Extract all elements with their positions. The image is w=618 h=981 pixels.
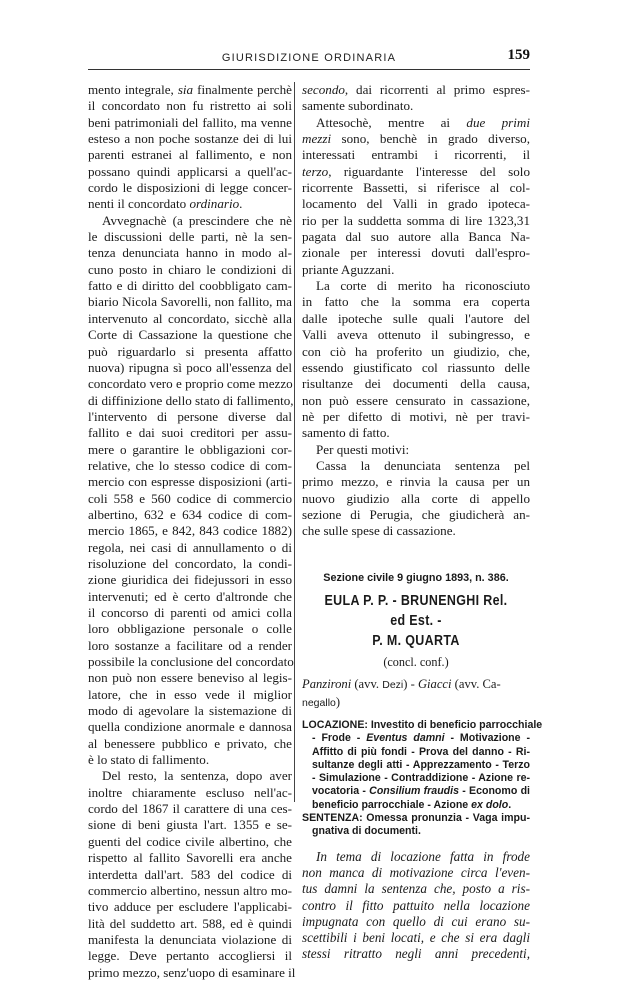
- keyword-text: Investito di beneficio parrocchiale: [367, 719, 543, 731]
- text-segment: relative, che lo stesso codice di com-: [88, 457, 292, 473]
- text-segment: nuovo giudizio alla corte di appello: [302, 490, 530, 506]
- text-line: [302, 82, 530, 98]
- text-line: [302, 409, 530, 425]
- text-segment: Del resto, la sentenza, dopo aver: [102, 768, 292, 784]
- text-segment: cordo le disposizioni di legge concer-: [88, 180, 292, 196]
- keyword-text: vocatoria -: [312, 785, 370, 798]
- text-segment: Valli aveva ottenuto il subingresso, e: [302, 327, 530, 343]
- text-line: [302, 491, 530, 507]
- text-segment: locamento del Valli in grado ipoteca-: [302, 196, 530, 212]
- text-line: [302, 474, 530, 490]
- case-heading: Sezione civile 9 giugno 1893, n. 386.: [323, 571, 509, 584]
- keyword-text: sultanze degli atti - Apprezzamento - Terzo: [312, 758, 530, 771]
- text-line: [88, 393, 292, 409]
- text-segment: coli 558 e 560 codice di commercio: [88, 490, 292, 506]
- party-text: (avv.: [351, 677, 383, 692]
- text-segment: dalle ipoteche sulle quali l'autore del: [302, 310, 530, 326]
- parties-line-1: [302, 676, 530, 693]
- text-segment: , dai ricorrenti al primo espres-: [344, 82, 530, 97]
- text-line: [88, 801, 292, 817]
- text-segment: samento di fatto.: [302, 425, 390, 441]
- text-line: [88, 540, 292, 556]
- text-line: [88, 327, 292, 343]
- text-line: [88, 278, 292, 294]
- text-segment: sono, benchè in grado diverso,: [331, 131, 530, 147]
- text-line: [88, 768, 292, 784]
- text-segment: samente subordinato.: [302, 98, 414, 114]
- judges-line-2: P. M. QUARTA: [372, 632, 460, 649]
- text-segment: esteso a non poche sostanze dei di lui: [88, 131, 292, 147]
- italic-keyword: Consilium fraudis: [369, 785, 459, 798]
- text-line: [88, 164, 292, 180]
- text-line: [302, 131, 530, 147]
- text-line: [88, 605, 292, 621]
- column-divider: [294, 82, 295, 802]
- text-line: [88, 294, 292, 310]
- text-segment: il concordato non fu ristretto ai soli: [88, 98, 292, 114]
- text-segment: l'intervento di persone diverse dal: [88, 408, 292, 424]
- keyword-text: - Simulazione - Contraddizione - Azione re-: [312, 772, 530, 785]
- keyword-line: [302, 785, 530, 798]
- text-line: [88, 899, 292, 915]
- keyword-label: LOCAZIONE:: [302, 719, 368, 731]
- keyword-line: [302, 799, 530, 812]
- text-line: [88, 850, 292, 866]
- text-segment: Per questi motivi:: [316, 441, 410, 457]
- text-segment: tenza denunciata hanno in modo al-: [88, 245, 292, 261]
- text-line: [88, 572, 292, 588]
- text-line: [302, 245, 530, 261]
- text-line: [88, 131, 292, 147]
- text-line: [88, 785, 292, 801]
- text-segment: primo mezzo, senz'uopo di esaminare il: [88, 964, 296, 980]
- text-line: [302, 425, 530, 441]
- text-segment: con ciò ha proferito un giudizio, che,: [302, 343, 530, 359]
- right-column: [302, 82, 543, 963]
- text-segment: possibile la conclusione del concordato: [88, 654, 294, 670]
- text-segment: finalmente perchè: [193, 82, 292, 97]
- keyword-line: [302, 825, 530, 838]
- text-line: [302, 229, 530, 245]
- lawyer-name: Dezi: [382, 679, 404, 692]
- text-segment: modo di agevolare la sistemazione di: [88, 703, 292, 719]
- keyword-label: SENTENZA:: [302, 812, 363, 825]
- text-line: [88, 654, 292, 670]
- text-segment: cuno posto in chiaro le condizioni di: [88, 261, 292, 277]
- text-line: [302, 327, 530, 343]
- keyword-line: [302, 772, 530, 785]
- text-segment: al benessere pubblico e privato, che: [88, 735, 292, 751]
- keyword-line: [302, 812, 530, 825]
- text-segment: primo mezzo, e rinvia la causa per un: [302, 474, 530, 490]
- text-line: [302, 98, 530, 114]
- judges-line-1: EULA P. P. - BRUNENGHI Rel. ed Est. -: [324, 592, 508, 629]
- text-line: [88, 719, 292, 735]
- party-text: ): [335, 694, 341, 709]
- party-text: ) -: [403, 677, 418, 692]
- text-line: [302, 442, 530, 458]
- italic-text: due primi: [466, 114, 530, 130]
- text-segment: mere o garantire le obbligazioni cor-: [88, 441, 292, 457]
- text-segment: intervenuto al concordato, sicchè alla: [88, 310, 292, 326]
- text-line: [302, 458, 530, 474]
- keyword-text: beneficio parrocchiale - Azione: [312, 798, 472, 811]
- text-segment: biario Nicola Savorelli, non fallito, ma: [88, 294, 292, 310]
- text-line: [88, 115, 292, 131]
- text-line: [302, 344, 530, 360]
- text-segment: mento integrale,: [88, 82, 178, 97]
- text-segment: sezione di Perugia, che giudicherà an-: [302, 506, 530, 522]
- summary-line: In tema di locazione fatta in frode: [316, 848, 530, 864]
- text-segment: parenti estranei al fallimento, e non: [88, 147, 292, 163]
- summary-line: contro il fitto pattuito nella locazione: [302, 897, 530, 913]
- keyword-text: Omessa pronunzia - Vaga impu-: [362, 812, 530, 825]
- text-segment: mercio con espresse disposizioni (arti-: [88, 474, 292, 490]
- text-segment: le discussioni delle parti, nè la sen-: [88, 229, 292, 245]
- text-line: [88, 213, 292, 229]
- text-segment: guenti del codice civile albertino, che: [88, 833, 292, 849]
- text-line: [88, 425, 292, 441]
- text-line: [88, 817, 292, 833]
- text-line: [88, 409, 292, 425]
- text-segment: commercio albertino, nessun altro mo-: [88, 882, 292, 898]
- text-segment: Corte di Cassazione la questione che: [88, 327, 292, 343]
- summary-line: stessi ritratto negli anni precedenti,: [302, 946, 530, 962]
- text-line: [88, 245, 292, 261]
- parties-line-2: [302, 694, 530, 711]
- text-line: [88, 556, 292, 572]
- text-segment: nè per difetto di motivi, nè per travi-: [302, 408, 530, 424]
- running-head: GIURISDIZIONE ORDINARIA: [221, 52, 397, 64]
- summary-block: [302, 849, 530, 963]
- text-line: [88, 621, 292, 637]
- keyword-text: - Motivazione -: [444, 732, 530, 745]
- keyword-text: - Economo di: [458, 785, 530, 798]
- text-line: [88, 474, 292, 490]
- italic-text: terzo: [302, 163, 329, 179]
- header-rule: [88, 69, 530, 70]
- text-line: [88, 344, 292, 360]
- text-line: [88, 229, 292, 245]
- text-line: [88, 442, 292, 458]
- text-segment: interdetta dall'art. 583 del codice di: [88, 866, 292, 882]
- text-line: [88, 196, 292, 212]
- party-text: (avv. Ca-: [451, 677, 501, 692]
- text-line: [88, 638, 292, 654]
- text-line: [302, 376, 530, 392]
- text-segment: Cassa la denunciata sentenza pel: [316, 457, 530, 473]
- text-line: [302, 507, 530, 523]
- text-line: [88, 376, 292, 392]
- text-line: [88, 867, 292, 883]
- text-segment: zionale per interessi dovuti dall'espro-: [302, 245, 530, 261]
- right-column-text: [302, 82, 530, 540]
- text-line: [88, 360, 292, 376]
- text-segment: possano quindi applicarsi a quell'ac-: [88, 163, 292, 179]
- party-name: Giacci: [417, 677, 452, 692]
- text-segment: pagata dal suo autore alla Banca Na-: [302, 229, 530, 245]
- lawyer-name: negallo: [302, 696, 336, 709]
- keyword-line: [302, 746, 530, 759]
- summary-line: impugnata con quello di cui erano su-: [302, 913, 530, 929]
- text-line: [88, 458, 292, 474]
- text-segment: quella condizione anormale e dannosa: [88, 719, 292, 735]
- text-line: [88, 523, 292, 539]
- conclusion-note: (concl. conf.): [383, 654, 449, 669]
- keyword-text: gnativa di documenti.: [312, 825, 421, 838]
- text-line: [302, 393, 530, 409]
- text-segment: ricorrente Bassetti, si riferisce al col-: [302, 180, 530, 196]
- text-segment: Attesochè, mentre ai: [316, 114, 467, 130]
- italic-text: secondo: [302, 82, 345, 97]
- text-line: [302, 262, 530, 278]
- italic-keyword: Eventus damni: [366, 732, 445, 745]
- party-name: Panzironi: [302, 677, 352, 692]
- text-segment: .: [239, 196, 243, 212]
- text-segment: non può essere censurato in cassazione,: [302, 392, 530, 408]
- text-line: [302, 278, 530, 294]
- text-line: [302, 360, 530, 376]
- text-segment: nenti il concordato: [88, 196, 190, 212]
- text-segment: tivo adduce per escludere l'applicabi-: [88, 899, 292, 915]
- text-line: [302, 523, 530, 539]
- text-segment: concordato vero e proprio come mezzo: [88, 376, 293, 392]
- text-segment: che sulle spese di cassazione.: [302, 523, 456, 539]
- text-segment: sione di beni giusta l'art. 1355 e se-: [88, 817, 292, 833]
- text-segment: cordo del 1867 il carattere di una ces-: [88, 801, 292, 817]
- text-line: [88, 736, 292, 752]
- text-line: [302, 294, 530, 310]
- text-segment: rispetto al fallito Savorelli era anche: [88, 850, 292, 866]
- page-header: [88, 48, 530, 70]
- text-line: [302, 213, 530, 229]
- text-segment: fatto e di diritto del coobbligato cam-: [88, 278, 292, 294]
- text-line: [88, 687, 292, 703]
- italic-text: sia: [177, 82, 194, 97]
- text-line: [302, 311, 530, 327]
- text-line: [88, 311, 292, 327]
- text-segment: interessati entrambi i ricorrenti, il: [302, 147, 530, 163]
- keyword-line: [302, 732, 530, 745]
- text-line: [88, 703, 292, 719]
- text-segment: regola, nei casi di annullamento o di: [88, 539, 292, 555]
- text-line: [302, 180, 530, 196]
- text-line: [88, 883, 292, 899]
- keyword-line: [302, 719, 543, 732]
- text-segment: può riguardarlo si presenta affatto: [88, 343, 292, 359]
- text-segment: di diffinizione dello stato di fallimento,: [88, 392, 294, 408]
- case-block: [302, 570, 530, 711]
- italic-keyword: ex dolo: [471, 798, 509, 811]
- text-line: [88, 752, 292, 768]
- keyword-text: - Frode -: [312, 732, 367, 745]
- text-segment: loro sostanze a facilitare od a render: [88, 637, 292, 653]
- text-segment: manifesta la denunciata violazione di: [88, 931, 292, 947]
- page-number: 159: [507, 47, 530, 63]
- text-segment: legge. Deve pertanto accogliersi il: [88, 948, 292, 964]
- text-segment: il concorso di parenti od amici colla: [88, 605, 292, 620]
- text-line: [88, 507, 292, 523]
- text-segment: , riguardante l'interesse del solo: [328, 163, 530, 179]
- text-line: [88, 491, 292, 507]
- text-line: [88, 98, 292, 114]
- text-line: [88, 964, 296, 981]
- text-segment: lità del suddetto art. 588, ed è quindi: [88, 915, 292, 931]
- text-segment: è lo stato di fallimento.: [88, 752, 210, 768]
- summary-line: scettibili i beni locati, e che si era dagli: [302, 930, 530, 946]
- text-segment: intervenuti; ed è certo d'altronde che: [88, 588, 292, 604]
- text-line: [302, 115, 530, 131]
- text-line: [302, 164, 530, 180]
- text-segment: latore, che in esso vede il miglior: [88, 686, 292, 702]
- text-line: [88, 948, 292, 964]
- keyword-line: [302, 759, 530, 772]
- text-line: [302, 147, 530, 163]
- text-segment: loro obbligazione personale o colle: [88, 621, 292, 637]
- text-segment: La corte di merito ha riconosciuto: [316, 278, 530, 294]
- text-line: [88, 262, 292, 278]
- text-segment: fallito e dai suoi creditori per assu-: [88, 425, 292, 441]
- summary-line: non manca di motivazione circa l'even-: [302, 864, 530, 880]
- text-segment: nuova) ripugna sì poco all'essenza del: [88, 359, 292, 375]
- text-segment: albertino, 632 e 634 codice di com-: [88, 506, 292, 522]
- text-segment: in fatto che la somma era coperta: [302, 294, 530, 310]
- keyword-text: .: [508, 798, 512, 811]
- text-line: [88, 932, 292, 948]
- left-column: [88, 82, 296, 981]
- text-segment: rio per la suddetta somma di lire 1323,31: [302, 212, 530, 228]
- text-segment: zione giuridica dei fidejussori in esso: [88, 572, 292, 588]
- italic-text: mezzi: [302, 131, 332, 147]
- text-segment: essendo giustificato col riassunto delle: [302, 359, 530, 375]
- text-segment: mercio 1865, e 842, 843 codice 1882): [88, 523, 292, 539]
- text-line: [88, 834, 292, 850]
- text-segment: beni patrimoniali del fallito, ma venne: [88, 114, 292, 130]
- summary-line: tus damni la sentenza che, posto a ris-: [302, 881, 530, 897]
- text-segment: priante Aguzzani.: [302, 261, 395, 277]
- text-line: [88, 916, 292, 932]
- text-segment: non può non essere beneviso al legis-: [88, 670, 292, 686]
- text-line: [302, 196, 530, 212]
- keyword-text: Affitto di più fondi - Prova del danno - Ri-: [312, 745, 530, 758]
- text-line: [88, 82, 292, 98]
- text-line: [88, 180, 292, 196]
- text-line: [88, 670, 292, 686]
- keywords-block: [302, 719, 543, 839]
- text-line: [88, 589, 292, 605]
- italic-text: ordinario: [189, 196, 240, 212]
- text-segment: Avvegnachè (a prescindere che nè: [102, 212, 292, 228]
- text-segment: risoluzione del concordato, la condi-: [88, 555, 292, 571]
- text-line: [88, 147, 292, 163]
- text-segment: inoltre chiaramente escluso nell'ac-: [88, 784, 292, 800]
- text-segment: risultanze dei documenti della causa,: [302, 376, 530, 392]
